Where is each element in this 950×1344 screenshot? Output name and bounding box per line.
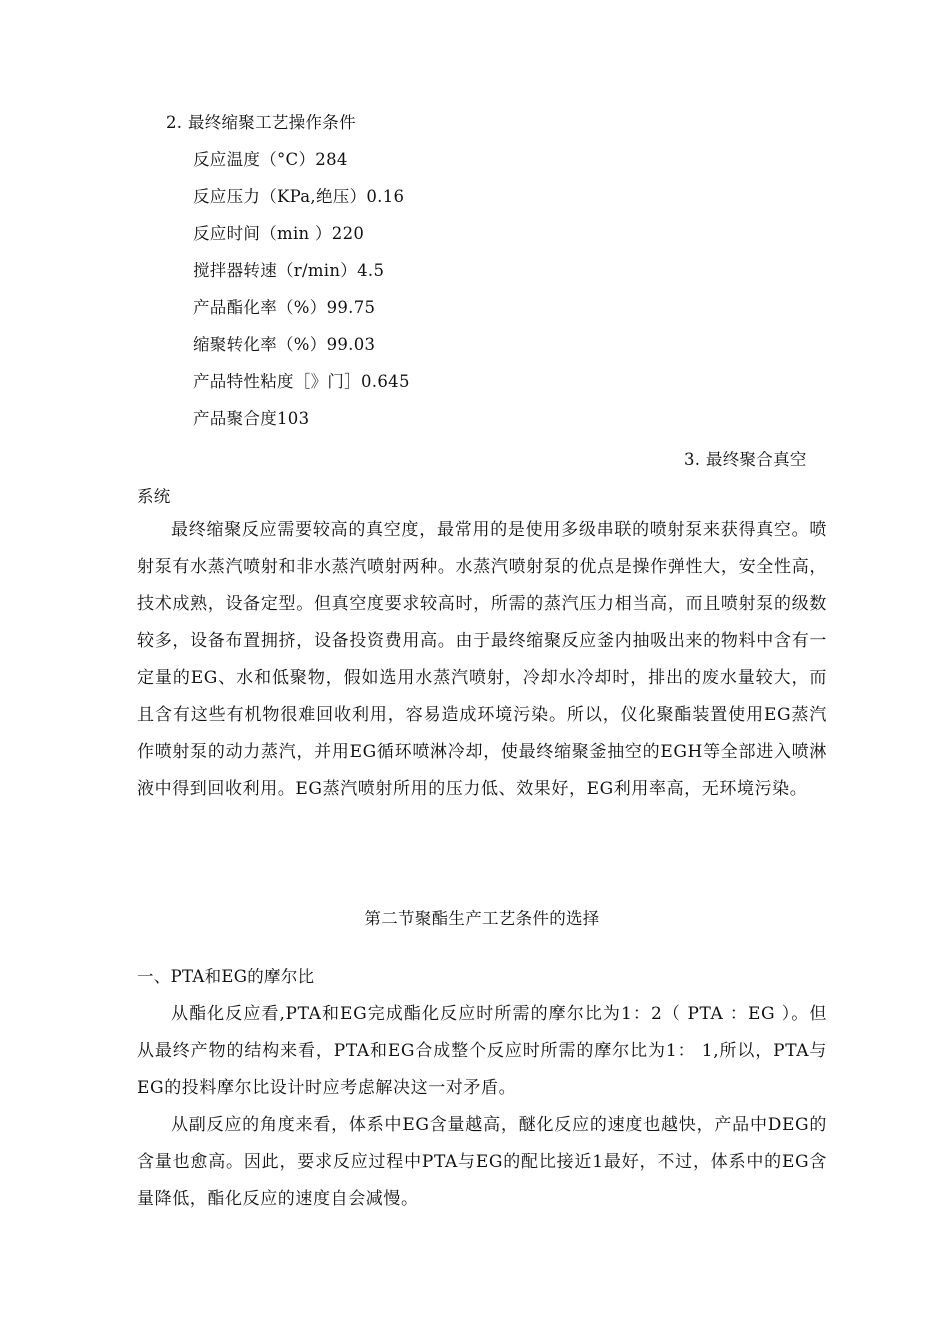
- condition-esterification-rate: 产品酯化率（%）99.75: [193, 298, 376, 317]
- vacuum-system-paragraph: 最终缩聚反应需要较高的真空度，最常用的是使用多级串联的喷射泵来获得真空。喷射泵有水蒸汽喷射和非水蒸汽喷射两种。水蒸汽喷射泵的优点是操作弹性大，安全性高，技术成熟，设备定型。但真空度要求较高时，所需的蒸汽压力相当高，而且喷射泵的级数较多，设备布置拥挤，设备投资费用高。由于最终缩聚反应釜内抽吸出来的物料中含有一定量的EG、水和低聚物，假如选用水蒸汽喷射，冷却水冷却时，排出的废水量较大，而且含有这些有机物很难回收利用，容易造成环境污染。所以，仪化聚酯装置使用EG蒸汽作喷射泵的动力蒸汽，并用EG循环喷淋冷却，使最终缩聚釜抽空的EGH等全部进入喷淋液中得到回收利用。EG蒸汽喷射所用的压力低、效果好，EG利用率高，无环境污染。: [137, 520, 827, 799]
- condition-reaction-time: 反应时间（min ）220: [193, 224, 365, 243]
- condition-agitator-speed: 搅拌器转速（r/min）4.5: [193, 261, 385, 280]
- chapter-title: 第二节聚酯生产工艺条件的选择: [364, 909, 600, 928]
- section-heading-vacuum-system-continued: 系统: [137, 487, 171, 506]
- condition-polycondensation-conversion: 缩聚转化率（%）99.03: [193, 335, 376, 354]
- molar-ratio-paragraph-1: 从酯化反应看,PTA和EG完成酯化反应时所需的摩尔比为1：2（ PTA ：EG ）。但从最终产物的结构来看，PTA和EG合成整个反应时所需的摩尔比为1： 1,所以，PTA与EG的投料摩尔比设计时应考虑解决这一对矛盾。: [137, 1004, 827, 1098]
- molar-ratio-paragraph-2: 从副反应的角度来看，体系中EG含量越高，醚化反应的速度也越快，产品中DEG的含量也愈高。因此，要求反应过程中PTA与EG的配比接近1最好，不过，体系中的EG含量降低，酯化反应的速度自会减慢。: [137, 1115, 827, 1209]
- condition-reaction-temperature: 反应温度（°C）284: [193, 150, 348, 169]
- section-heading-final-polycondensation-conditions: 2. 最终缩聚工艺操作条件: [166, 113, 356, 132]
- subheading-molar-ratio: 一、PTA和EG的摩尔比: [137, 967, 315, 986]
- condition-degree-of-polymerization: 产品聚合度103: [193, 409, 310, 428]
- condition-intrinsic-viscosity: 产品特性粘度［》门］0.645: [193, 372, 410, 391]
- condition-reaction-pressure: 反应压力（KPa,绝压）0.16: [193, 187, 405, 206]
- section-heading-vacuum-system: 3. 最终聚合真空: [684, 450, 807, 469]
